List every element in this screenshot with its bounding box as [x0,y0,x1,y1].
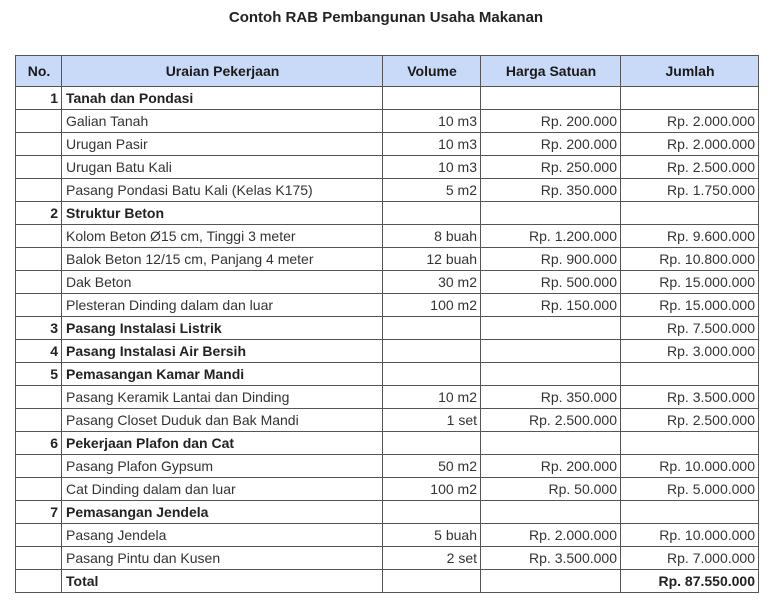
cell-amount: Rp. 15.000.000 [621,294,759,317]
item-row [16,294,759,317]
cell-description: Cat Dinding dalam dan luar [62,478,383,501]
cell-description: Plesteran Dinding dalam dan luar [62,294,383,317]
cell-amount: Rp. 2.000.000 [621,133,759,156]
total-row [16,570,759,593]
cell-unit-price [481,202,621,225]
cell-volume [383,317,481,340]
cell-volume: 12 buah [383,248,481,271]
cell-amount [621,501,759,524]
cell-amount: Rp. 1.750.000 [621,179,759,202]
cell-description: Pasang Pondasi Batu Kali (Kelas K175) [62,179,383,202]
cell-amount [621,202,759,225]
cell-unit-price: Rp. 250.000 [481,156,621,179]
section-row [16,202,759,225]
cell-no [16,225,62,248]
cell-volume: 1 set [383,409,481,432]
item-row [16,386,759,409]
item-row [16,110,759,133]
cell-no [16,409,62,432]
cell-no: 2 [16,202,62,225]
cell-section-title: Tanah dan Pondasi [62,87,383,110]
item-row [16,225,759,248]
cell-no [16,455,62,478]
cell-amount: Rp. 9.600.000 [621,225,759,248]
cell-no [16,478,62,501]
cell-no [16,133,62,156]
cell-description: Pasang Jendela [62,524,383,547]
item-row [16,248,759,271]
grand-total: Rp. 87.550.000 [621,570,759,593]
cell-volume: 10 m2 [383,386,481,409]
cell-description: Pasang Pintu dan Kusen [62,547,383,570]
cell-unit-price: Rp. 3.500.000 [481,547,621,570]
cell-no [16,248,62,271]
item-row [16,455,759,478]
cell-unit-price [481,87,621,110]
cell-volume: 5 buah [383,524,481,547]
cell-unit-price: Rp. 2.000.000 [481,524,621,547]
table-header [16,56,759,87]
cell-amount: Rp. 10.000.000 [621,524,759,547]
cell-amount: Rp. 5.000.000 [621,478,759,501]
header-description: Uraian Pekerjaan [62,56,383,87]
cell-volume: 10 m3 [383,156,481,179]
cell-amount: Rp. 7.000.000 [621,547,759,570]
header-no: No. [16,56,62,87]
cell-description: Galian Tanah [62,110,383,133]
rab-table [15,55,759,593]
cell-amount: Rp. 2.000.000 [621,110,759,133]
cell-description: Pasang Closet Duduk dan Bak Mandi [62,409,383,432]
cell-unit-price: Rp. 2.500.000 [481,409,621,432]
cell-description: Kolom Beton Ø15 cm, Tinggi 3 meter [62,225,383,248]
cell-no [16,156,62,179]
cell-amount: Rp. 15.000.000 [621,271,759,294]
item-row [16,156,759,179]
cell-volume: 100 m2 [383,478,481,501]
cell-section-title: Struktur Beton [62,202,383,225]
header-amount: Jumlah [621,56,759,87]
item-row [16,409,759,432]
cell-volume [383,87,481,110]
section-row [16,432,759,455]
cell-no [16,524,62,547]
cell-amount: Rp. 3.500.000 [621,386,759,409]
cell-description: Urugan Pasir [62,133,383,156]
cell-no [16,294,62,317]
cell-unit-price [481,363,621,386]
cell-unit-price: Rp. 350.000 [481,386,621,409]
cell-no: 3 [16,317,62,340]
cell-unit-price [481,432,621,455]
cell-volume: 2 set [383,547,481,570]
page-title: Contoh RAB Pembangunan Usaha Makanan [228,9,544,26]
table-body [16,87,759,570]
cell-volume: 8 buah [383,225,481,248]
item-row [16,133,759,156]
cell-description: Pasang Keramik Lantai dan Dinding [62,386,383,409]
cell-unit-price: Rp. 1.200.000 [481,225,621,248]
cell-amount: Rp. 2.500.000 [621,156,759,179]
cell-no [16,547,62,570]
cell-volume: 10 m3 [383,110,481,133]
cell-unit-price: Rp. 200.000 [481,133,621,156]
cell-volume [383,363,481,386]
cell-volume: 50 m2 [383,455,481,478]
total-no-cell [16,570,62,593]
cell-amount [621,87,759,110]
cell-section-title: Pasang Instalasi Air Bersih [62,340,383,363]
cell-unit-price: Rp. 150.000 [481,294,621,317]
section-row [16,87,759,110]
cell-unit-price: Rp. 500.000 [481,271,621,294]
item-row [16,478,759,501]
cell-unit-price: Rp. 900.000 [481,248,621,271]
section-row [16,363,759,386]
cell-section-title: Pemasangan Kamar Mandi [62,363,383,386]
cell-no [16,179,62,202]
cell-no: 5 [16,363,62,386]
cell-volume [383,202,481,225]
cell-amount: Rp. 2.500.000 [621,409,759,432]
section-row [16,317,759,340]
cell-unit-price: Rp. 50.000 [481,478,621,501]
cell-amount: Rp. 7.500.000 [621,317,759,340]
cell-volume [383,432,481,455]
cell-no: 6 [16,432,62,455]
cell-unit-price [481,340,621,363]
cell-section-title: Pasang Instalasi Listrik [62,317,383,340]
total-price-cell [481,570,621,593]
item-row [16,524,759,547]
item-row [16,271,759,294]
cell-no: 1 [16,87,62,110]
cell-description: Urugan Batu Kali [62,156,383,179]
header-volume: Volume [383,56,481,87]
cell-unit-price [481,501,621,524]
header-row [16,56,759,87]
cell-volume: 100 m2 [383,294,481,317]
cell-amount [621,363,759,386]
cell-no: 4 [16,340,62,363]
section-row [16,501,759,524]
cell-volume: 30 m2 [383,271,481,294]
header-unit-price: Harga Satuan [481,56,621,87]
cell-no [16,110,62,133]
cell-amount [621,432,759,455]
cell-unit-price: Rp. 200.000 [481,455,621,478]
cell-amount: Rp. 3.000.000 [621,340,759,363]
total-volume-cell [383,570,481,593]
cell-description: Pasang Plafon Gypsum [62,455,383,478]
total-label: Total [62,570,383,593]
cell-no [16,386,62,409]
cell-section-title: Pemasangan Jendela [62,501,383,524]
cell-amount: Rp. 10.000.000 [621,455,759,478]
table-footer [16,570,759,593]
cell-no [16,271,62,294]
cell-description: Balok Beton 12/15 cm, Panjang 4 meter [62,248,383,271]
cell-unit-price: Rp. 350.000 [481,179,621,202]
cell-volume: 10 m3 [383,133,481,156]
cell-volume: 5 m2 [383,179,481,202]
cell-no: 7 [16,501,62,524]
cell-unit-price [481,317,621,340]
cell-description: Dak Beton [62,271,383,294]
item-row [16,179,759,202]
cell-unit-price: Rp. 200.000 [481,110,621,133]
cell-volume [383,340,481,363]
item-row [16,547,759,570]
cell-amount: Rp. 10.800.000 [621,248,759,271]
cell-section-title: Pekerjaan Plafon dan Cat [62,432,383,455]
section-row [16,340,759,363]
cell-volume [383,501,481,524]
